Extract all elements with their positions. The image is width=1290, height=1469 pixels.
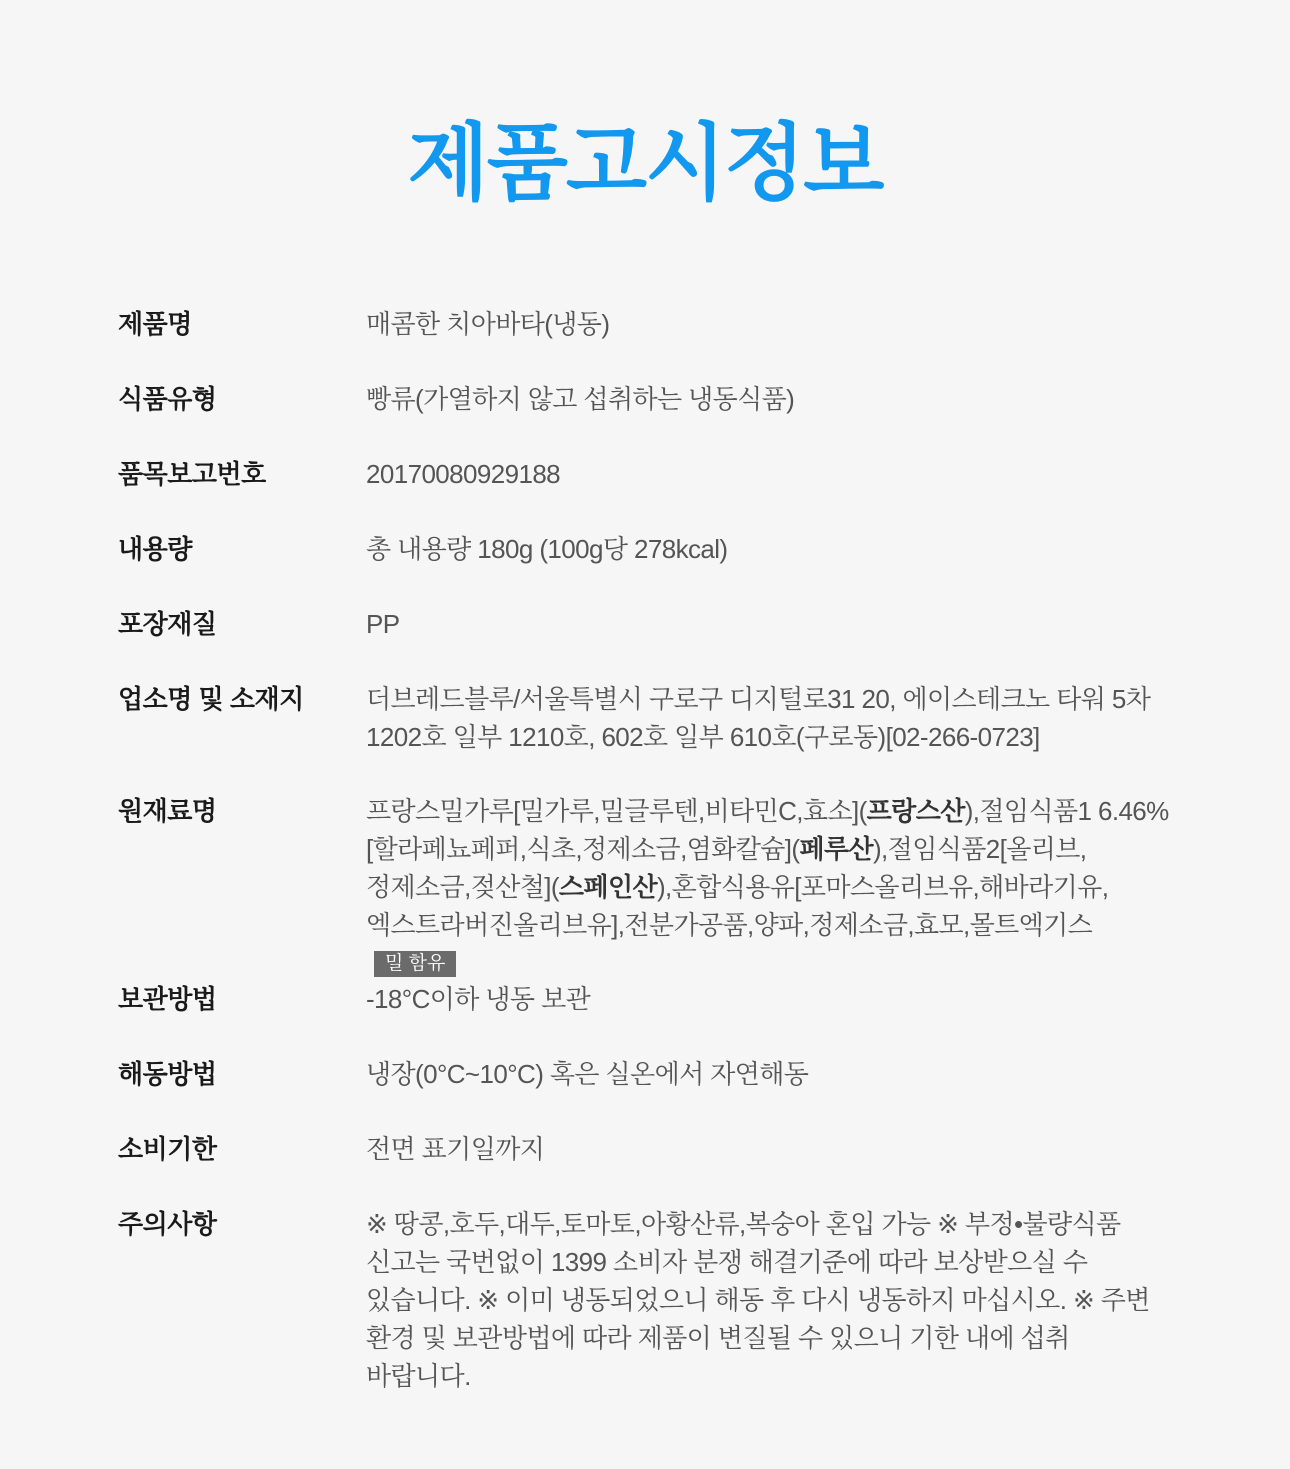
row-label: 식품유형: [118, 384, 217, 414]
allergen-badge: 밀 함유: [374, 951, 456, 977]
product-info-table: [118, 300, 1178, 1391]
info-row-ingredients: [118, 787, 1178, 975]
info-row-food-type: [118, 375, 1178, 450]
ingredients-text: ),절임식품2[올리브,정제소금,젖산철](: [366, 834, 1087, 902]
ingredients-text: ),혼합식용유[포마스올리브유,해바라기유,엑스트라버진올리브유],전분가공품,양파,정제소금,효모,몰트엑기스: [366, 872, 1109, 940]
row-value: -18°C이하 냉동 보관: [366, 984, 591, 1014]
row-value: 빵류(가열하지 않고 섭취하는 냉동식품): [366, 384, 795, 414]
page-title: 제품고시정보: [407, 116, 883, 210]
row-label: 원재료명: [118, 796, 217, 826]
row-value: PP: [366, 609, 400, 639]
info-row-expiry: [118, 1125, 1178, 1200]
info-row-net-content: [118, 525, 1178, 600]
info-row-product-name: [118, 300, 1178, 375]
row-label: 주의사항: [118, 1209, 217, 1239]
row-label: 내용량: [118, 534, 192, 564]
info-row-packaging: [118, 600, 1178, 675]
origin-label: 스페인산: [558, 872, 657, 902]
origin-label: 프랑스산: [866, 796, 965, 826]
ingredients-text: 프랑스밀가루[밀가루,밀글루텐,비타민C,효소](: [366, 796, 867, 826]
row-value: ※ 땅콩,호두,대두,토마토,아황산류,복숭아 혼입 가능 ※ 부정•불량식품 신고는 국번없이 1399 소비자 분쟁 해결기준에 따라 보상받으실 수 있습니다. ※ 이미 냉동되었으니 해동 후 다시 냉동하지 마십시오. ※ 주변 환경 및 보관방법에 따라 제품이 변질될 수 있으니 기한 내에 섭취 바랍니다.: [366, 1209, 1150, 1391]
info-row-precautions: [118, 1200, 1178, 1391]
ingredients-text: ),절임식품1 6.46%[할라페뇨페퍼,식초,정제소금,염화칼슘](: [366, 796, 1169, 864]
row-value: 전면 표기일까지: [366, 1134, 545, 1164]
row-value: 냉장(0°C~10°C) 혹은 실온에서 자연해동: [366, 1059, 809, 1089]
info-row-report-number: [118, 450, 1178, 525]
row-value: 더브레드블루/서울특별시 구로구 디지털로31 20, 에이스테크노 타워 5차 1202호 일부 1210호, 602호 일부 610호(구로동)[02-266-0723]: [366, 684, 1151, 752]
row-value: 총 내용량 180g (100g당 278kcal): [366, 534, 728, 564]
row-label: 업소명 및 소재지: [118, 684, 304, 714]
row-label: 제품명: [118, 309, 192, 339]
row-label: 포장재질: [118, 609, 217, 639]
row-value: 20170080929188: [366, 459, 561, 489]
row-value: 매콤한 치아바타(냉동): [366, 309, 610, 339]
info-row-manufacturer: [118, 675, 1178, 787]
row-label: 해동방법: [118, 1059, 217, 1089]
info-row-storage: [118, 975, 1178, 1050]
row-label: 품목보고번호: [118, 459, 266, 489]
row-label: 소비기한: [118, 1134, 217, 1164]
origin-label: 페루산: [799, 834, 873, 864]
row-label: 보관방법: [118, 984, 217, 1014]
info-row-thawing: [118, 1050, 1178, 1125]
ingredients-value: [366, 787, 1172, 982]
